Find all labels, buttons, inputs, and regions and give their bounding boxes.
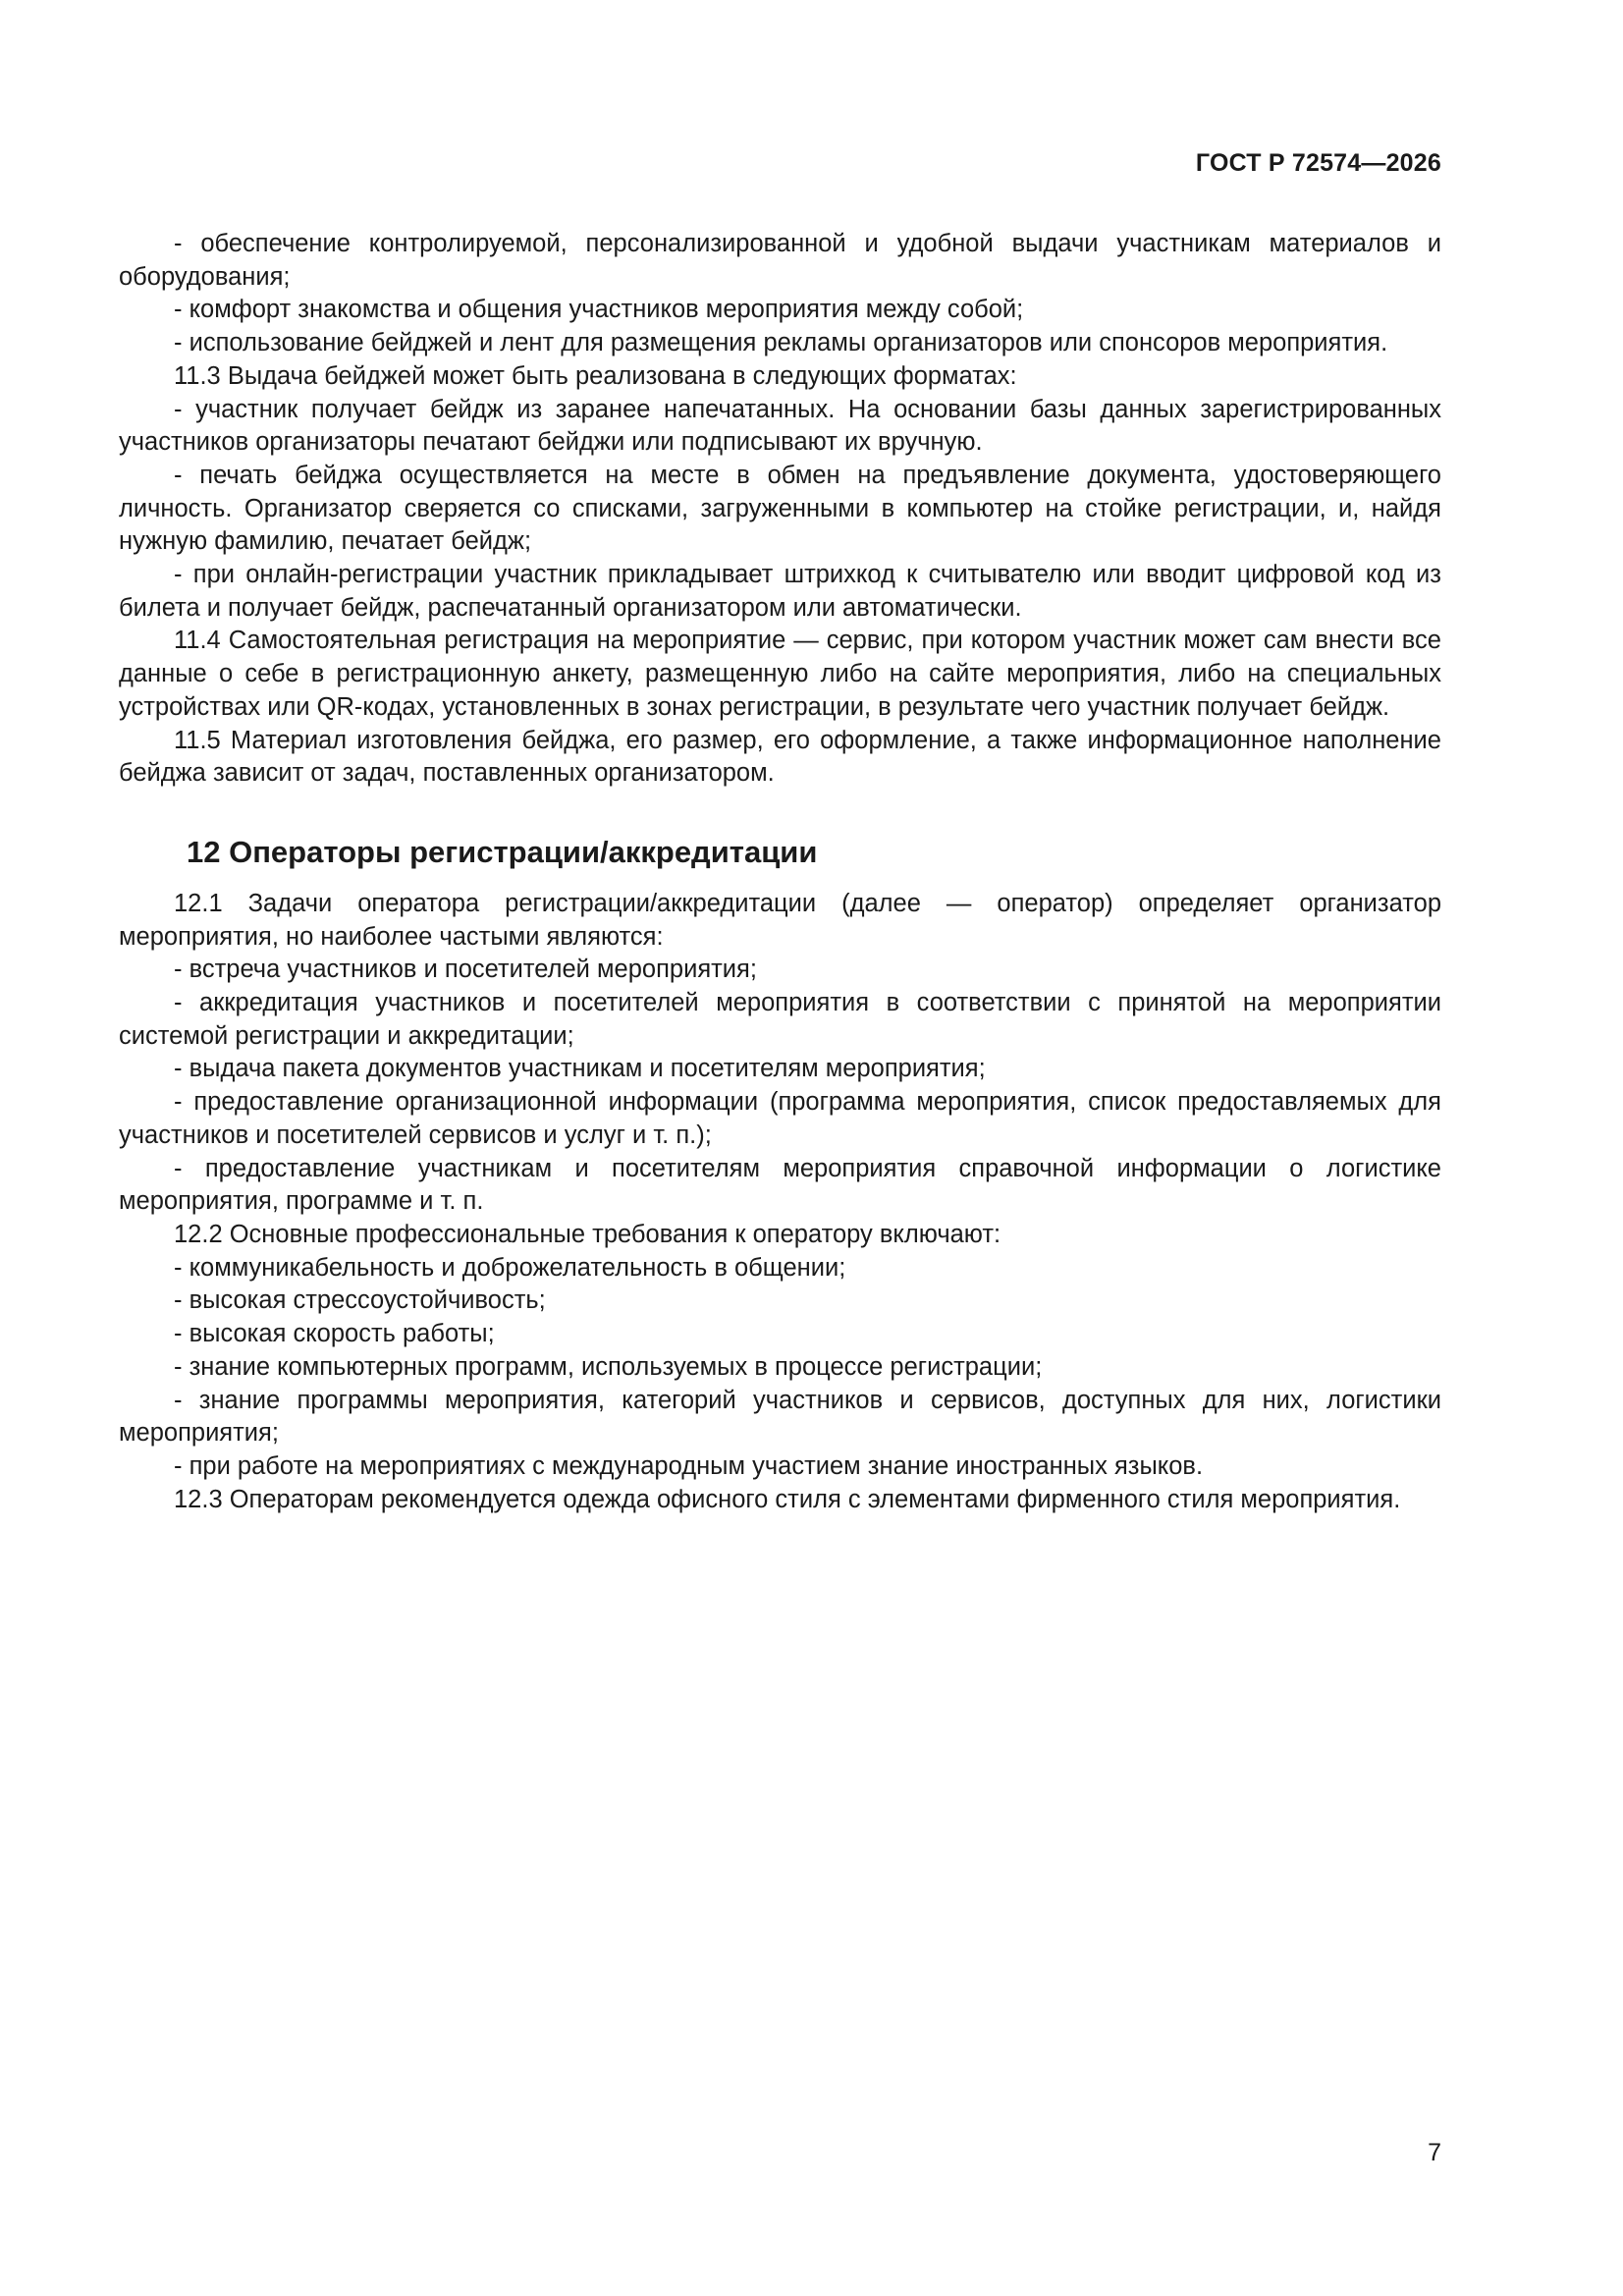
paragraph: 12.2 Основные профессиональные требования к оператору включают:	[174, 1220, 1001, 1248]
paragraph: - предоставление организационной информации (программа мероприятия, список предоставляемых для участников и посетителей сервисов и услуг и т. п.);	[119, 1088, 1441, 1149]
paragraph: 11.3 Выдача бейджей может быть реализована в следующих форматах:	[174, 361, 1017, 390]
paragraph: 12.3 Операторам рекомендуется одежда офисного стиля с элементами фирменного стиля мероприятия.	[174, 1485, 1401, 1513]
paragraph: - коммуникабельность и доброжелательность в общении;	[174, 1253, 846, 1282]
page-body	[119, 228, 1441, 1516]
paragraph: 11.5 Материал изготовления бейджа, его размер, его оформление, а также информационное наполнение бейджа зависит от задач, поставленных организатором.	[119, 726, 1441, 788]
paragraph: - знание компьютерных программ, используемых в процессе регистрации;	[174, 1352, 1043, 1381]
paragraph: 12.1 Задачи оператора регистрации/аккредитации (далее — оператор) определяет организатор мероприятия, но наиболее частыми являются:	[119, 889, 1441, 951]
paragraph: - выдача пакета документов участникам и посетителям мероприятия;	[174, 1055, 986, 1083]
paragraph: - при работе на мероприятиях с международным участием знание иностранных языков.	[174, 1451, 1204, 1480]
paragraph: - встреча участников и посетителей мероприятия;	[174, 956, 757, 984]
paragraph: - высокая скорость работы;	[174, 1320, 495, 1348]
paragraph: - обеспечение контролируемой, персонализированной и удобной выдачи участникам материалов и оборудования;	[119, 230, 1441, 291]
section-heading: 12 Операторы регистрации/аккредитации	[187, 834, 818, 869]
paragraph: - знание программы мероприятия, категорий участников и сервисов, доступных для них, логистики мероприятия;	[119, 1386, 1441, 1448]
paragraph: - высокая стрессоустойчивость;	[174, 1286, 546, 1315]
paragraph: - использование бейджей и лент для размещения рекламы организаторов или спонсоров мероприятия.	[174, 329, 1388, 357]
paragraph: - печать бейджа осуществляется на месте в обмен на предъявление документа, удостоверяющего личность. Организатор сверяется со списками, загруженными в компьютер на стойке регистрации, и, найдя нужную фамилию, печатает бейдж;	[119, 461, 1441, 556]
paragraph: - комфорт знакомства и общения участников мероприятия между собой;	[174, 296, 1024, 324]
paragraph: 11.4 Самостоятельная регистрация на мероприятие — сервис, при котором участник может сам внести все данные о себе в регистрационную анкету, размещенную либо на сайте мероприятия, либо на специальных устройствах или QR-кодах, установленных в зонах регистрации, в результате чего участник получает бейдж.	[119, 627, 1441, 721]
paragraph: - предоставление участникам и посетителям мероприятия справочной информации о логистике мероприятия, программе и т. п.	[119, 1154, 1441, 1216]
paragraph: - аккредитация участников и посетителей мероприятия в соответствии с принятой на мероприятии системой регистрации и аккредитации;	[119, 989, 1441, 1050]
paragraph: - участник получает бейдж из заранее напечатанных. На основании базы данных зарегистрированных участников организаторы печатают бейджи или подписывают их вручную.	[119, 395, 1441, 457]
paragraph: - при онлайн-регистрации участник прикладывает штрихкод к считывателю или вводит цифровой код из билета и получает бейдж, распечатанный организатором или автоматически.	[119, 561, 1441, 622]
page-number: 7	[1428, 2139, 1441, 2166]
document-code-header: ГОСТ Р 72574—2026	[1195, 149, 1441, 177]
